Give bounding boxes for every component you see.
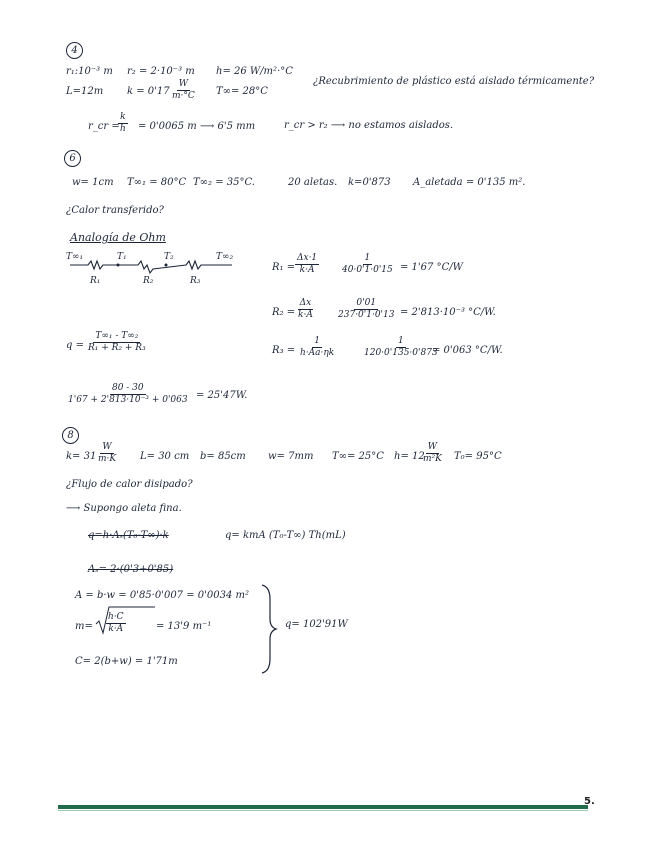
given-h: h= 26 W/m²·°C xyxy=(216,66,293,77)
given-b8: b= 85cm xyxy=(200,451,246,462)
given-Tinf: T∞= 28°C xyxy=(216,86,268,97)
section-6-number: 6 xyxy=(64,150,81,167)
given-k6: k=0'873 xyxy=(348,177,391,188)
given-Tinf2: T∞₂ = 35°C. xyxy=(193,177,255,188)
given-area: A_aletada = 0'135 m². xyxy=(413,177,526,188)
eq-r1-frac2: $\frac{1}{40\cdot 0'1\cdot 0'15}$ xyxy=(342,253,393,275)
given-k-units: $\frac{W}{m\cdot^\circ C}$ xyxy=(172,79,195,101)
eq-r1-label: R₁ = xyxy=(272,262,296,273)
final-result: q= 102'91W xyxy=(285,619,348,630)
m-label: m= xyxy=(75,621,93,632)
given-w8: w= 7mm xyxy=(268,451,314,462)
eq-r2-label: R₂ = xyxy=(272,307,296,318)
label-r2: R₂ xyxy=(143,276,154,286)
given-T0: T₀= 95°C xyxy=(454,451,502,462)
q-formula: q= kmA (T₀-T∞) Th(mL) xyxy=(225,530,346,541)
m-fraction: $\frac{h\cdot C}{k\cdot A}$ xyxy=(108,612,124,634)
ohm-heading: Analogía de Ohm xyxy=(70,231,166,244)
struck-formula-1: q=h·Aₛ(T₀-T∞)·k xyxy=(88,530,169,541)
eq-r3-frac1: $\frac{1}{h\cdot Aa\cdot\eta k}$ xyxy=(300,336,335,358)
question-8: ¿Flujo de calor disipado? xyxy=(66,479,193,490)
area-equation: A = b·w = 0'85·0'007 = 0'0034 m² xyxy=(75,590,250,601)
eq-q-label: q = xyxy=(66,340,84,351)
given-k-label: k = 0'17 xyxy=(127,86,170,97)
footer-bar-accent xyxy=(58,810,588,811)
given-h8-label: h= 12 xyxy=(394,451,425,462)
conclusion-4: r_cr > r₂ ⟶ no estamos aislados. xyxy=(284,120,454,131)
eq-r1-frac1: $\frac{\Delta x\cdot 1}{k\cdot A}$ xyxy=(297,253,318,275)
given-r1: r₁:10⁻³ m xyxy=(66,66,113,77)
eq-r2-result: = 2'813·10⁻³ °C/W. xyxy=(400,307,496,318)
eq-q-fraction: $\frac{\text{T∞₁ - T∞₂}}{\text{R₁ + R₂ + R₃}}$ xyxy=(88,331,146,353)
eq-r3-frac2: $\frac{1}{120\cdot 0'135\cdot 0'873}$ xyxy=(364,336,438,358)
section-4-number: 4 xyxy=(66,42,83,59)
node-t2: T₂ xyxy=(164,252,174,262)
page-number: 5. xyxy=(584,796,595,807)
given-fins: 20 aletas. xyxy=(288,177,338,188)
label-r1: R₁ xyxy=(90,276,101,286)
given-h8-units: $\frac{W}{\text{m²K}}$ xyxy=(423,442,442,464)
node-tinf1: T∞₁ xyxy=(66,252,84,262)
eq-q2-fraction: $\frac{80 - 30}{\text{1'67 + 2'813·10⁻³ + 0'063}}$ xyxy=(68,383,188,405)
eq-r3-label: R₃ = xyxy=(272,345,296,356)
given-k8-label: k= 31 xyxy=(66,451,97,462)
c-equation: C= 2(b+w) = 1'71m xyxy=(75,656,178,667)
assumption: ⟶ Supongo aleta fina. xyxy=(66,503,182,514)
given-Tinf1: T∞₁ = 80°C xyxy=(127,177,187,188)
node-tinf2: T∞₂ xyxy=(216,252,234,262)
eq-r1-result: = 1'67 °C/W xyxy=(400,262,463,273)
section-8-number: 8 xyxy=(62,427,79,444)
question-6: ¿Calor transferido? xyxy=(66,205,164,216)
eq-r3-result: = 0'063 °C/W. xyxy=(432,345,503,356)
rcr-label: r_cr = xyxy=(88,121,120,132)
given-L: L=12m xyxy=(66,86,104,97)
m-result: = 13'9 m⁻¹ xyxy=(156,621,212,632)
label-r3: R₃ xyxy=(190,276,201,286)
rcr-result: = 0'0065 m ⟶ 6'5 mm xyxy=(138,121,256,132)
node-t1: T₁ xyxy=(117,252,127,262)
struck-formula-2: Aₛ= 2·(0'3+0'85) xyxy=(88,564,174,575)
question-4: ¿Recubrimiento de plástico está aislado térmicamente? xyxy=(313,76,595,87)
given-k8-units: $\frac{W}{m\cdot K}$ xyxy=(98,442,117,464)
eq-r2-frac1: $\frac{\Delta x}{k\cdot A}$ xyxy=(298,298,313,320)
eq-q2-result: = 25'47W. xyxy=(196,390,248,401)
footer-bar xyxy=(58,805,588,809)
given-L8: L= 30 cm xyxy=(140,451,190,462)
rcr-fraction: $\frac{k}{h}$ xyxy=(120,112,126,134)
given-Tinf8: T∞= 25°C xyxy=(332,451,384,462)
eq-r2-frac2: $\frac{0'01}{237\cdot 0'1\cdot 0'13}$ xyxy=(338,298,395,320)
given-r2: r₂ = 2·10⁻³ m xyxy=(127,66,195,77)
given-w: w= 1cm xyxy=(72,177,114,188)
